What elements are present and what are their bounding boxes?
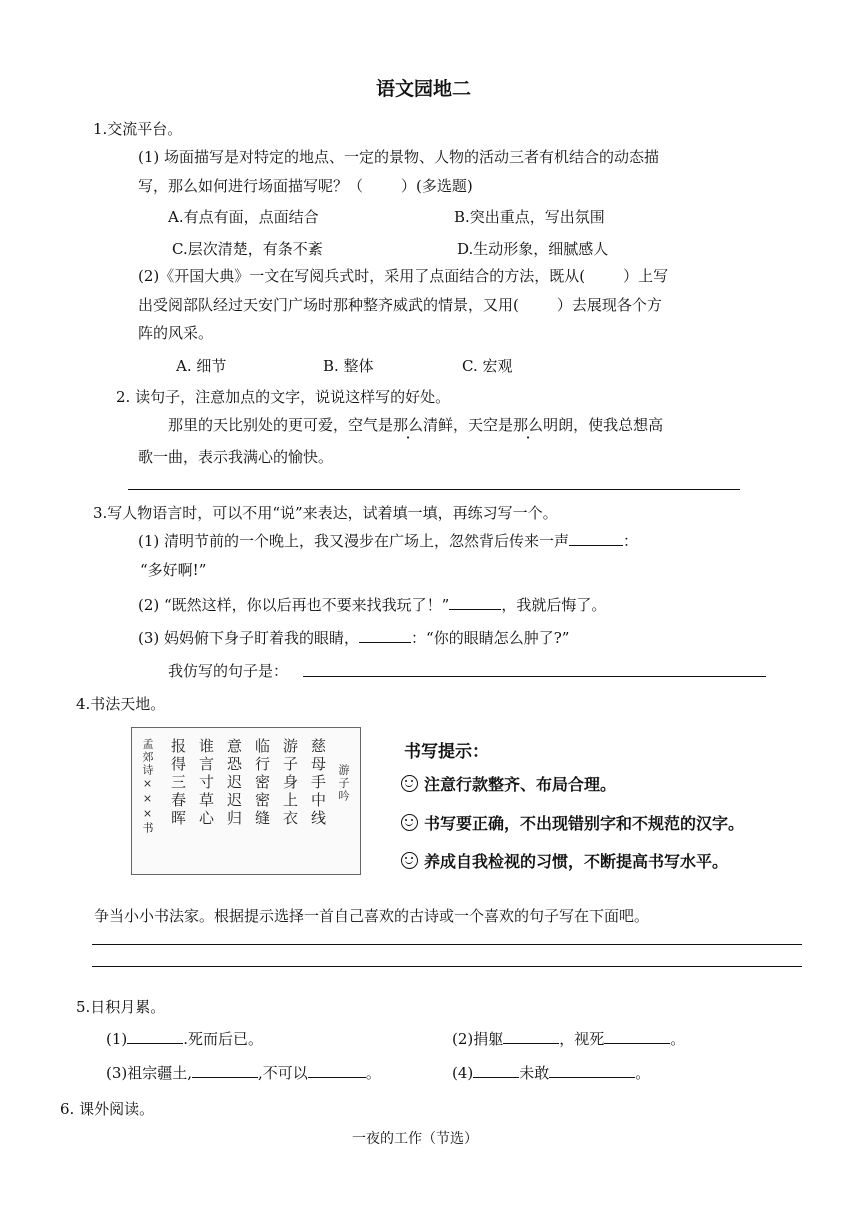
smiley-icon <box>401 775 418 792</box>
q5-i4-blank-1[interactable] <box>473 1062 519 1078</box>
q3-s3-text: (3) 妈妈俯下身子盯着我的眼睛， <box>138 629 360 647</box>
q2-heading: 2. 读句子，注意加点的文字，说说这样写的好处。 <box>116 388 451 406</box>
q6-heading: 6. 课外阅读。 <box>60 1100 155 1118</box>
q5-i4-blank-2[interactable] <box>549 1062 635 1078</box>
q5-heading: 5.日积月累。 <box>76 998 166 1016</box>
q2-sentence-line2: 歌一曲，表示我满心的愉快。 <box>138 448 334 466</box>
poem-author: 孟郊诗×××书 <box>141 738 154 835</box>
tip-3 <box>401 849 728 872</box>
q3-s1-colon: ： <box>623 532 639 550</box>
q1-p2-line2 <box>138 294 662 315</box>
q1-choice-b: B. 整体 <box>323 357 374 375</box>
q2-text-b: 清鲜，天空是 <box>423 416 514 434</box>
q3-s3-blank[interactable] <box>359 627 411 643</box>
q4-writing-line-2[interactable] <box>92 966 802 967</box>
q4-instruction: 争当小小书法家。根据提示选择一首自己喜欢的古诗或一个喜欢的句子写在下面吧。 <box>94 907 650 925</box>
q1-p1-line1: (1) 场面描写是对特定的地点、一定的景物、人物的活动三者有机结合的动态描 <box>138 148 660 166</box>
q2-text-c: 明朗，使我总想高 <box>543 416 664 434</box>
q3-heading: 3.写人物语言时，可以不用“说”来表达，试着填一填，再练习写一个。 <box>93 504 558 522</box>
q5-i1-post: .死而后已。 <box>183 1030 264 1048</box>
poem-column-3: 临行密密缝 <box>253 738 271 828</box>
q6-passage-title: 一夜的工作（节选） <box>352 1131 478 1147</box>
tip-3-text: 养成自我检视的习惯，不断提高书写水平。 <box>424 852 729 871</box>
q5-i2-blank-1[interactable] <box>503 1028 559 1044</box>
q3-s2-text: (2) “既然这样，你以后再也不要来找我玩了！” <box>138 596 450 614</box>
tip-1-text: 注意行款整齐、布局合理。 <box>424 775 617 794</box>
q3-s1-blank[interactable] <box>569 530 623 546</box>
q3-imitate-label: 我仿写的句子是： <box>168 662 289 680</box>
poem-column-1: 慈母手中线 <box>309 738 327 828</box>
q1-option-a: A.有点有面，点面结合 <box>168 208 319 226</box>
q1-p1-line2-post: ）(多选题) <box>401 177 473 195</box>
q5-i4-post: 。 <box>635 1064 651 1082</box>
tips-title: 书写提示： <box>404 742 489 762</box>
q3-sentence-1-quote: “多好啊!” <box>140 561 207 579</box>
q2-text-a: 那里的天比别处的更可爱，空气是 <box>168 416 394 434</box>
tip-2-text: 书写要正确，不出现错别字和不规范的汉字。 <box>424 814 745 833</box>
q5-i1-pre: (1) <box>106 1030 128 1048</box>
q5-i4-mid: 未敢 <box>519 1064 550 1082</box>
poem-column-4: 意恐迟迟归 <box>225 738 243 828</box>
q5-item-2 <box>452 1028 685 1049</box>
smiley-icon <box>401 814 418 831</box>
q1-p2-line2-post: ）去展现各个方 <box>556 296 662 314</box>
tip-1 <box>401 772 616 795</box>
q3-s3-post: ：“你的眼睛怎么肿了?” <box>411 629 570 647</box>
q4-writing-line-1[interactable] <box>92 944 802 945</box>
poem-column-5: 谁言寸草心 <box>197 738 215 828</box>
q1-heading: 1.交流平台。 <box>93 120 183 138</box>
q5-i2-blank-2[interactable] <box>604 1028 670 1044</box>
q1-p2-line3: 阵的风采。 <box>138 324 214 342</box>
q5-i1-blank[interactable] <box>127 1028 183 1044</box>
q5-i2-mid: ，视死 <box>559 1030 605 1048</box>
q1-option-d: D.生动形象，细腻感人 <box>457 240 609 258</box>
q5-item-1 <box>106 1028 263 1049</box>
q1-p2-line1-pre: (2)《开国大典》一文在写阅兵式时，采用了点面结合的方法，既从( <box>138 267 586 285</box>
q3-s1-text: (1) 清明节前的一个晚上，我又漫步在广场上，忽然背后传来一声 <box>138 532 570 550</box>
q3-sentence-2 <box>138 594 606 615</box>
q4-heading: 4.书法天地。 <box>76 695 166 713</box>
poem-title: 游子吟 <box>337 764 350 803</box>
q2-dotted-word-1: 那么 <box>393 416 424 434</box>
smiley-icon <box>401 852 418 869</box>
q1-p2-line1 <box>138 265 668 286</box>
q3-s2-post: ，我就后悔了。 <box>501 596 607 614</box>
q1-p2-line2-pre: 出受阅部队经过天安门广场时那种整齐威武的情景，又用( <box>138 296 519 314</box>
q5-i3-mid: ,不可以 <box>258 1064 308 1082</box>
poem-column-2: 游子身上衣 <box>281 738 299 828</box>
calligraphy-sample <box>131 727 361 875</box>
q1-option-b: B.突出重点，写出氛围 <box>454 208 605 226</box>
q2-answer-line[interactable] <box>128 489 740 490</box>
q5-i2-post: 。 <box>670 1030 686 1048</box>
q5-i4-pre: (4) <box>452 1064 474 1082</box>
q3-sentence-1 <box>138 530 638 551</box>
q1-p1-line2 <box>138 175 473 196</box>
poem-column-6: 报得三春晖 <box>169 738 187 828</box>
q3-imitate-line[interactable] <box>303 676 766 677</box>
q5-i3-post: 。 <box>365 1064 381 1082</box>
tip-2 <box>401 811 744 834</box>
q1-choice-a: A. 细节 <box>176 357 227 375</box>
q1-option-c: C.层次清楚，有条不紊 <box>172 240 323 258</box>
q5-i3-pre: (3)祖宗疆土, <box>106 1064 193 1082</box>
q5-i3-blank-2[interactable] <box>308 1062 366 1078</box>
q1-choice-c: C. 宏观 <box>462 357 513 375</box>
q5-item-4 <box>452 1062 650 1083</box>
q3-s2-blank[interactable] <box>449 594 501 610</box>
page-title: 语文园地二 <box>376 78 472 100</box>
q2-sentence-line1 <box>168 414 663 435</box>
q2-dotted-word-2: 那么 <box>513 416 544 434</box>
q1-p2-line1-post: ）上写 <box>623 267 669 285</box>
q5-i3-blank-1[interactable] <box>192 1062 258 1078</box>
q5-item-3 <box>106 1062 381 1083</box>
q3-sentence-3 <box>138 627 569 648</box>
q5-i2-pre: (2)捐躯 <box>452 1030 504 1048</box>
q1-p1-line2-pre: 写，那么如何进行场面描写呢？（ <box>138 177 364 195</box>
